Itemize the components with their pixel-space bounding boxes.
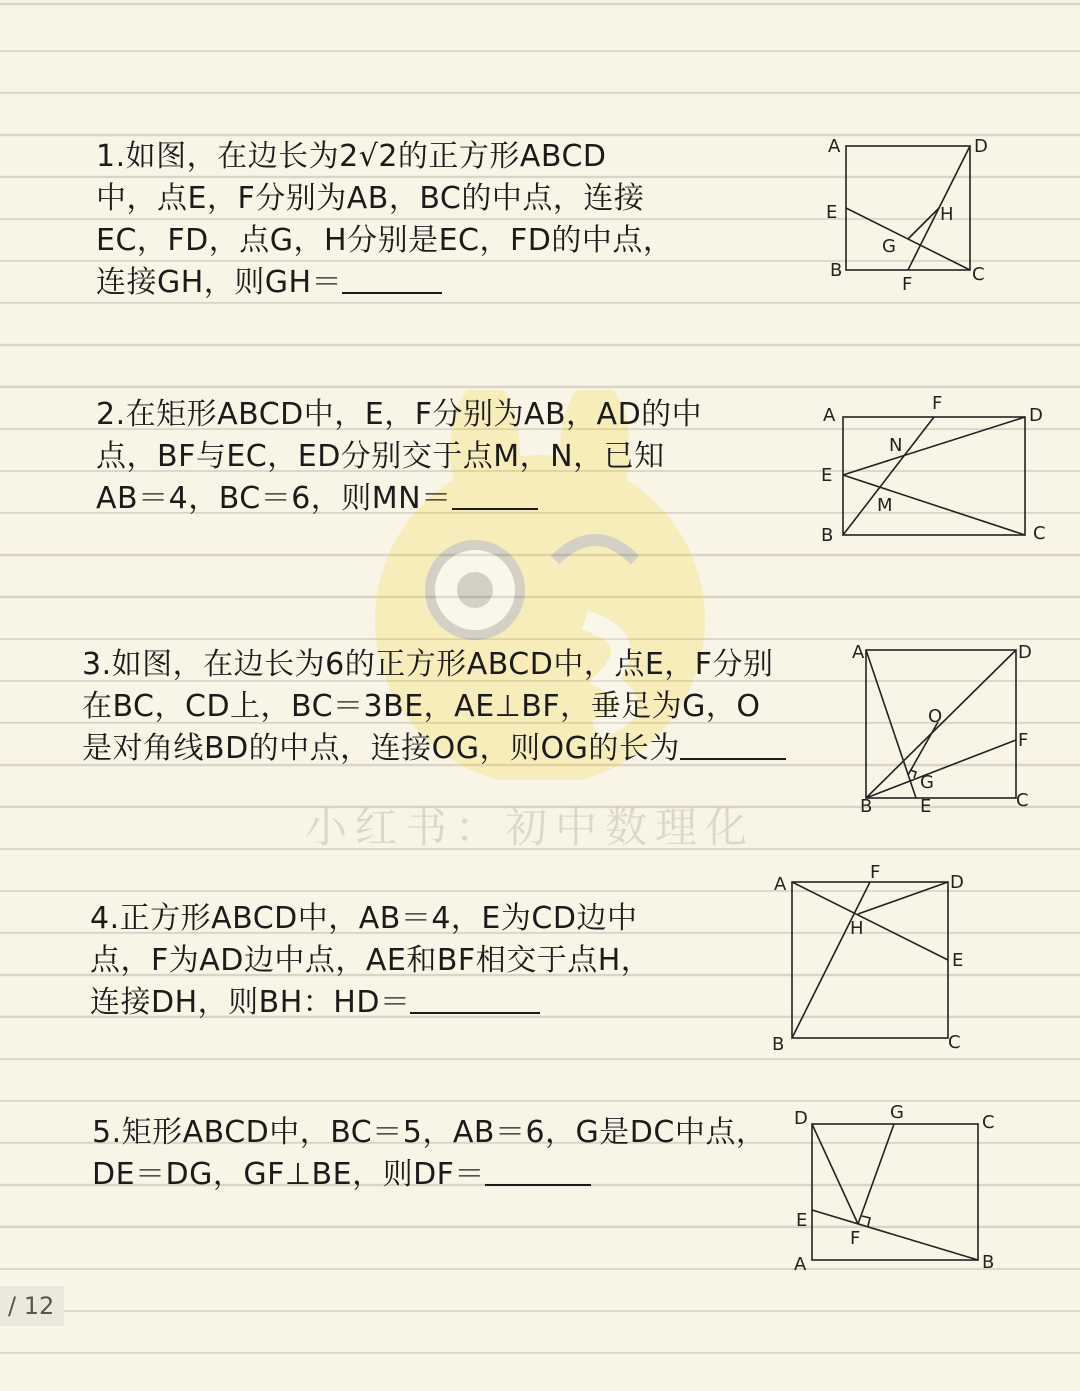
problem-line: 是对角线BD的中点，连接OG，则OG的长为 [82, 731, 680, 766]
label-C: C [972, 264, 985, 285]
label-F: F [902, 274, 913, 295]
problem-line: 点，F为AD边中点，AE和BF相交于点H， [90, 943, 652, 978]
problem-line: 3.如图，在边长为6的正方形ABCD中，点E，F分别 [82, 647, 774, 682]
problem-line: 4.正方形ABCD中，AB＝4，E为CD边中 [90, 901, 638, 936]
label-B: B [830, 260, 843, 281]
figure-4-square-diagram [768, 858, 973, 1058]
problem-line: 连接DH，则BH：HD＝ [90, 985, 411, 1020]
label-G: G [920, 772, 934, 793]
label-M: M [877, 495, 893, 516]
label-N: N [889, 435, 903, 456]
answer-blank [342, 262, 442, 294]
page-counter: / 12 [0, 1286, 64, 1326]
problem-5-text [92, 1112, 766, 1196]
problem-1-text [96, 136, 673, 304]
problem-line: 2.在矩形ABCD中，E，F分别为AB，AD的中 [96, 397, 703, 432]
problem-line: 在BC，CD上，BC＝3BE，AE⊥BF，垂足为G，O [82, 689, 761, 724]
label-D: D [1029, 405, 1043, 426]
label-D: D [1018, 642, 1032, 663]
label-B: B [821, 525, 834, 546]
figure-5-rectangle-diagram [790, 1098, 1010, 1278]
label-G: G [890, 1102, 904, 1123]
label-B: B [982, 1252, 995, 1273]
label-C: C [948, 1032, 961, 1053]
problem-line: AB＝4，BC＝6，则MN＝ [96, 481, 452, 516]
problem-2-text [96, 394, 702, 520]
label-D: D [950, 872, 964, 893]
problem-line: 中，点E，F分别为AB，BC的中点，连接 [96, 181, 645, 216]
label-F: F [932, 393, 943, 414]
figure-2-rectangle-diagram [815, 385, 1055, 550]
problem-line: 5.矩形ABCD中，BC＝5，AB＝6，G是DC中点， [92, 1115, 767, 1150]
problem-line: 连接GH，则GH＝ [96, 265, 343, 300]
problem-line: 1.如图，在边长为2√2的正方形ABCD [96, 139, 607, 174]
label-A: A [794, 1254, 807, 1275]
label-C: C [982, 1112, 995, 1133]
label-G: G [882, 236, 896, 257]
label-E: E [821, 465, 833, 486]
label-E: E [920, 796, 932, 817]
problem-3-text [82, 644, 786, 770]
label-E: E [952, 950, 964, 971]
label-E: E [796, 1210, 808, 1231]
label-B: B [860, 796, 873, 817]
label-F: F [1018, 730, 1029, 751]
problem-line: EC，FD，点G，H分别是EC，FD的中点， [96, 223, 674, 258]
label-A: A [828, 136, 841, 157]
label-H: H [940, 204, 954, 225]
figure-3-square-diagram [850, 640, 1035, 815]
problem-line: 点，BF与EC，ED分别交于点M，N，已知 [96, 439, 665, 474]
answer-blank [680, 728, 786, 760]
label-C: C [1033, 523, 1046, 544]
label-C: C [1016, 790, 1029, 811]
label-O: O [928, 706, 943, 727]
label-D: D [794, 1108, 808, 1129]
answer-blank [410, 982, 540, 1014]
answer-blank [452, 478, 538, 510]
label-E: E [826, 202, 838, 223]
problem-4-text [90, 898, 651, 1024]
label-A: A [823, 405, 836, 426]
answer-blank [485, 1154, 591, 1186]
label-F: F [870, 862, 881, 883]
label-H: H [850, 918, 864, 939]
problem-line: DE＝DG，GF⊥BE，则DF＝ [92, 1157, 485, 1192]
label-B: B [772, 1034, 785, 1055]
label-A: A [774, 874, 787, 895]
label-A: A [852, 642, 865, 663]
figure-1-square-diagram [820, 130, 1000, 295]
label-F: F [850, 1228, 861, 1249]
label-D: D [974, 136, 988, 157]
watermark-text: 小红书：初中数理化 [305, 803, 756, 852]
